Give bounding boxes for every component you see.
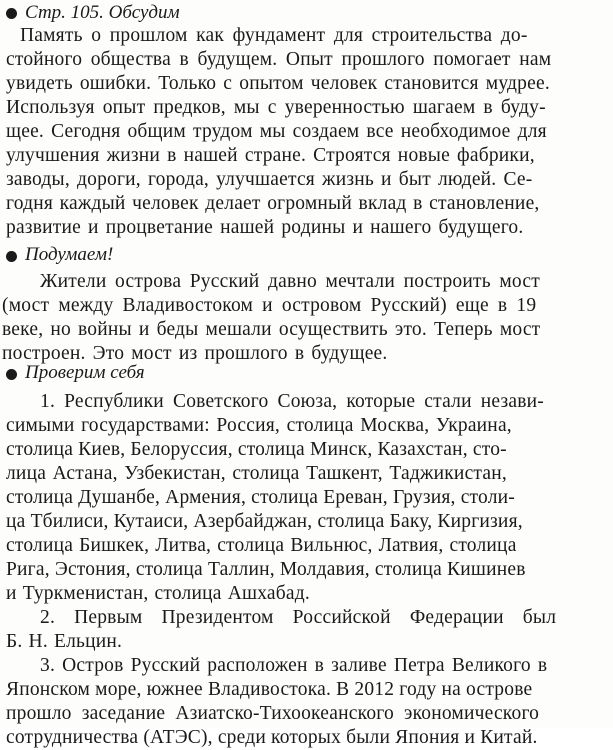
text-line: прошло заседание Азиатско-Тихоокеанского экономического xyxy=(6,703,540,724)
text-line: (мост между Владивостоком и островом Русский) еще в 19 xyxy=(2,295,537,316)
text-line: столица Киев, Белоруссия, столица Минск, Казахстан, сто- xyxy=(6,439,507,460)
text-line: стойного общества в будущем. Опыт прошлого помогает нам xyxy=(6,49,552,70)
section-heading-discuss: Стр. 105. Обсудим xyxy=(25,2,180,23)
text-line: годня каждый человек делает огромный вклад в становление, xyxy=(6,193,540,214)
section-heading-think: Подумаем! xyxy=(25,244,114,265)
bullet-icon xyxy=(6,8,17,19)
bullet-icon xyxy=(6,251,17,262)
text-line: щее. Сегодня общим трудом мы создаем все необходимое для xyxy=(6,121,547,142)
text-line: столица Душанбе, Армения, столица Ереван, Грузия, столи- xyxy=(6,487,515,508)
text-line: Японском море, южнее Владивостока. В 2012 году на острове xyxy=(6,679,533,700)
text-line: 3. Остров Русский расположен в заливе Петра Великого в xyxy=(40,655,548,676)
text-line: столица Бишкек, Литва, столица Вильнюс, Латвия, столица xyxy=(6,535,517,556)
bullet-icon xyxy=(6,369,17,380)
text-line: заводы, дороги, города, улучшается жизнь и быт людей. Се- xyxy=(6,169,533,190)
text-line: и Туркменистан, столица Ашхабад. xyxy=(6,583,310,604)
text-line: симыми государствами: Россия, столица Москва, Украина, xyxy=(6,415,512,436)
text-line: ца Тбилиси, Кутаиси, Азербайджан, столица Баку, Киргизия, xyxy=(6,511,523,532)
text-line: Используя опыт предков, мы с уверенностью шагаем в буду- xyxy=(6,97,546,118)
text-line: сотрудничества (АТЭС), среди которых были Япония и Китай. xyxy=(6,727,538,748)
text-line: веке, но войны и беды мешали осуществить это. Теперь мост xyxy=(2,319,541,340)
text-line: Жители острова Русский давно мечтали построить мост xyxy=(40,271,540,292)
text-line: улучшения жизни в нашей стране. Строятся новые фабрики, xyxy=(6,145,535,166)
section-heading-check: Проверим себя xyxy=(25,362,145,383)
text-line: лица Астана, Узбекистан, столица Ташкент, Таджикистан, xyxy=(6,463,507,484)
text-line: развитие и процветание нашей родины и нашего будущего. xyxy=(6,217,524,238)
text-line: 2. Первым Президентом Российской Федерации был xyxy=(40,607,557,628)
text-line: Рига, Эстония, столица Таллин, Молдавия, столица Кишинев xyxy=(6,559,526,580)
text-line: Память о прошлом как фундамент для строительства до- xyxy=(20,25,528,46)
text-line: увидеть ошибки. Только с опытом человек становится мудрее. xyxy=(6,73,550,94)
text-line: Б. Н. Ельцин. xyxy=(6,631,123,652)
text-line: построен. Это мост из прошлого в будущее. xyxy=(2,343,388,364)
text-line: 1. Республики Советского Союза, которые стали незави- xyxy=(40,391,544,412)
